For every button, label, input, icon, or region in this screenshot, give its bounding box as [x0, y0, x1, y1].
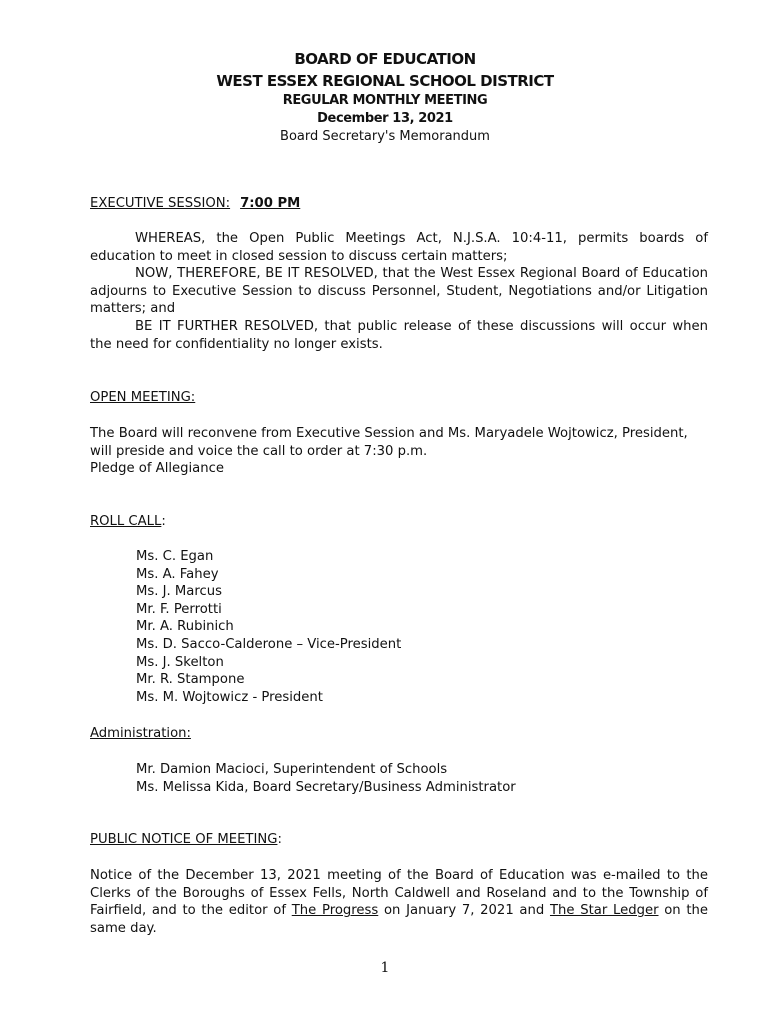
- board-title: BOARD OF EDUCATION: [294, 50, 476, 68]
- open-meeting-label: OPEN MEETING:: [90, 390, 196, 405]
- notice-text-a: Notice of the December 13, 2021 meeting of the Board of Education was e-mailed to the Clerks of the Boroughs of Essex Fells, North Caldwell and Roseland and to the Township of Fairfield, and to the editor of: [90, 868, 708, 919]
- list-item: Mr. R. Stampone: [136, 672, 245, 688]
- list-item: Ms. J. Skelton: [136, 654, 224, 670]
- roll-call-heading: [90, 513, 708, 531]
- list-item: Ms. A. Fahey: [136, 566, 219, 582]
- administration-heading: [90, 725, 708, 743]
- list-item: Ms. M. Wojtowicz - President: [136, 689, 323, 705]
- list-item: Ms. C. Egan: [136, 549, 214, 564]
- executive-session-heading: [90, 195, 708, 213]
- list-item: Mr. F. Perrotti: [136, 601, 222, 617]
- memo-subtitle: Board Secretary's Memorandum: [280, 129, 490, 144]
- executive-session-label: EXECUTIVE SESSION:: [90, 196, 231, 211]
- resolved-paragraph: NOW, THEREFORE, BE IT RESOLVED, that the West Essex Regional Board of Education adjourns to Executive Session to discuss Personnel, Student, Negotiations and/or Litigation matters; and: [90, 266, 708, 317]
- list-item: Ms. D. Sacco-Calderone – Vice-President: [136, 636, 402, 652]
- roll-call-label: ROLL CALL: [90, 514, 162, 529]
- list-item: Mr. Damion Macioci, Superintendent of Schools: [136, 762, 448, 777]
- district-title: WEST ESSEX REGIONAL SCHOOL DISTRICT: [216, 72, 554, 90]
- list-item: Ms. Melissa Kida, Board Secretary/Business Administrator: [136, 779, 516, 795]
- public-notice-heading: [90, 831, 708, 849]
- newspaper-progress: The Progress: [291, 903, 379, 919]
- further-resolved-paragraph: BE IT FURTHER RESOLVED, that public release of these discussions will occur when the need for confidentiality no longer exists.: [90, 318, 708, 352]
- roll-call-list: [136, 548, 401, 706]
- administration-list: [136, 761, 516, 796]
- page-number: 1: [380, 960, 390, 976]
- notice-text-b: on January 7, 2021 and: [378, 903, 550, 919]
- executive-session-resolution: [90, 230, 708, 353]
- open-meeting-heading: [90, 389, 708, 407]
- public-notice-label: PUBLIC NOTICE OF MEETING: [90, 832, 278, 847]
- newspaper-star-ledger: The Star Ledger: [549, 903, 659, 919]
- executive-session-time: 7:00 PM: [240, 196, 301, 211]
- list-item: Mr. A. Rubinich: [136, 619, 234, 635]
- open-meeting-body: [90, 425, 708, 478]
- public-notice-colon: :: [277, 832, 282, 847]
- meeting-date: December 13, 2021: [317, 111, 453, 126]
- whereas-paragraph: WHEREAS, the Open Public Meetings Act, N.J.S.A. 10:4-11, permits boards of education to meet in closed session to discuss certain matters;: [90, 231, 708, 264]
- reconvene-paragraph: The Board will reconvene from Executive Session and Ms. Maryadele Wojtowicz, President, will preside and voice the call to order at 7:30 p.m.: [90, 426, 688, 459]
- public-notice-paragraph: [90, 867, 708, 937]
- document-header: [0, 48, 770, 146]
- notice-text-c: on the same day.: [90, 903, 709, 936]
- pledge-line: Pledge of Allegiance: [90, 461, 224, 477]
- roll-call-colon: :: [161, 514, 166, 529]
- administration-label: Administration:: [90, 726, 191, 741]
- list-item: Ms. J. Marcus: [136, 584, 222, 600]
- meeting-type: REGULAR MONTHLY MEETING: [282, 93, 488, 108]
